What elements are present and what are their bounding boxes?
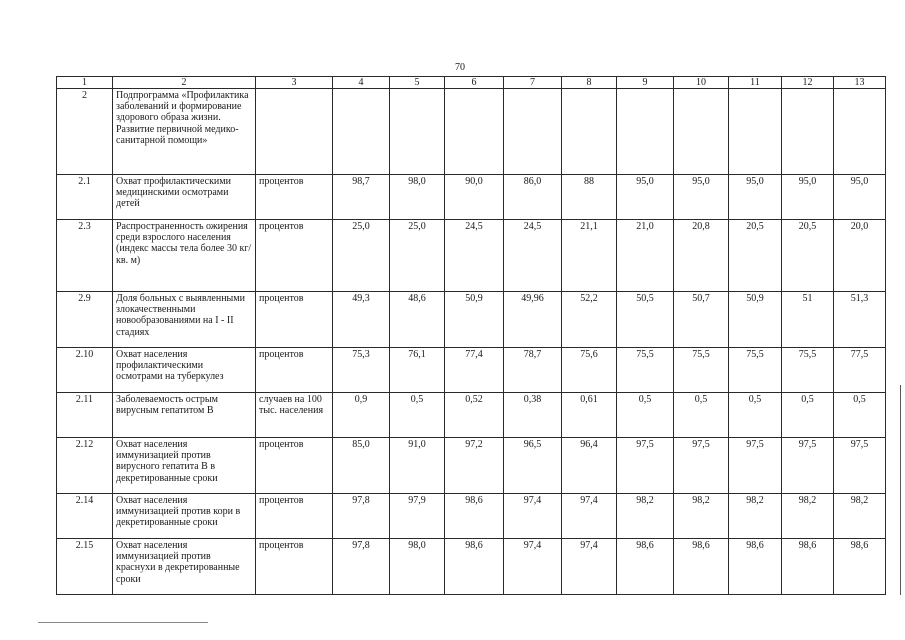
indicator-name: Доля больных с выявленными злокачественными новообразованиями на I - II стадиях (113, 292, 256, 348)
value-cell: 96,5 (504, 438, 562, 494)
table-row (57, 175, 886, 220)
table-row (57, 539, 886, 595)
value-cell: 20,0 (834, 220, 886, 292)
header-row (57, 77, 886, 89)
footer-line (38, 622, 208, 623)
value-cell: 98,6 (617, 539, 674, 595)
table-row (57, 348, 886, 393)
value-cell (782, 89, 834, 175)
header-cell: 12 (782, 77, 834, 89)
value-cell: 49,96 (504, 292, 562, 348)
header-cell: 2 (113, 77, 256, 89)
value-cell: 98,6 (445, 539, 504, 595)
value-cell: 97,9 (390, 494, 445, 539)
value-cell: 21,1 (562, 220, 617, 292)
unit-cell: процентов (256, 292, 333, 348)
header-cell: 6 (445, 77, 504, 89)
row-number: 2 (57, 89, 113, 175)
value-cell: 97,8 (333, 494, 390, 539)
value-cell: 75,5 (674, 348, 729, 393)
value-cell: 0,52 (445, 393, 504, 438)
unit-cell: процентов (256, 348, 333, 393)
value-cell: 0,5 (834, 393, 886, 438)
value-cell: 95,0 (617, 175, 674, 220)
value-cell (562, 89, 617, 175)
value-cell: 0,61 (562, 393, 617, 438)
value-cell: 97,5 (834, 438, 886, 494)
value-cell: 95,0 (834, 175, 886, 220)
header-cell: 3 (256, 77, 333, 89)
indicator-name: Охват населения иммунизацией против краснухи в декретированные сроки (113, 539, 256, 595)
value-cell: 50,9 (729, 292, 782, 348)
value-cell: 78,7 (504, 348, 562, 393)
indicator-name: Охват населения профилактическими осмотрами на туберкулез (113, 348, 256, 393)
header-cell: 7 (504, 77, 562, 89)
value-cell (390, 89, 445, 175)
value-cell: 75,3 (333, 348, 390, 393)
value-cell (729, 89, 782, 175)
header-cell: 9 (617, 77, 674, 89)
table-row (57, 393, 886, 438)
header-cell: 4 (333, 77, 390, 89)
unit-cell: случаев на 100 тыс. населения (256, 393, 333, 438)
value-cell: 51 (782, 292, 834, 348)
row-number: 2.1 (57, 175, 113, 220)
table-row (57, 494, 886, 539)
unit-cell: процентов (256, 539, 333, 595)
value-cell: 98,6 (729, 539, 782, 595)
value-cell: 85,0 (333, 438, 390, 494)
value-cell: 20,8 (674, 220, 729, 292)
value-cell: 25,0 (390, 220, 445, 292)
value-cell: 88 (562, 175, 617, 220)
value-cell: 98,7 (333, 175, 390, 220)
value-cell (445, 89, 504, 175)
row-number: 2.9 (57, 292, 113, 348)
value-cell: 95,0 (729, 175, 782, 220)
value-cell: 98,6 (445, 494, 504, 539)
value-cell: 97,4 (562, 539, 617, 595)
unit-cell (256, 89, 333, 175)
value-cell: 98,0 (390, 539, 445, 595)
value-cell: 0,5 (617, 393, 674, 438)
value-cell: 20,5 (729, 220, 782, 292)
value-cell: 77,4 (445, 348, 504, 393)
unit-cell: процентов (256, 220, 333, 292)
value-cell: 0,5 (782, 393, 834, 438)
value-cell: 97,5 (782, 438, 834, 494)
row-number: 2.12 (57, 438, 113, 494)
indicator-name: Охват профилактическими медицинскими осмотрами детей (113, 175, 256, 220)
table-row (57, 292, 886, 348)
table-row (57, 220, 886, 292)
row-number: 2.10 (57, 348, 113, 393)
value-cell: 24,5 (504, 220, 562, 292)
value-cell: 0,5 (390, 393, 445, 438)
value-cell: 95,0 (782, 175, 834, 220)
header-cell: 5 (390, 77, 445, 89)
value-cell: 95,0 (674, 175, 729, 220)
header-cell: 10 (674, 77, 729, 89)
indicator-name: Заболеваемость острым вирусным гепатитом В (113, 393, 256, 438)
value-cell: 52,2 (562, 292, 617, 348)
table-row (57, 89, 886, 175)
row-number: 2.3 (57, 220, 113, 292)
value-cell: 98,2 (617, 494, 674, 539)
value-cell: 0,38 (504, 393, 562, 438)
value-cell: 76,1 (390, 348, 445, 393)
row-number: 2.15 (57, 539, 113, 595)
value-cell: 50,9 (445, 292, 504, 348)
value-cell: 97,4 (504, 539, 562, 595)
value-cell: 21,0 (617, 220, 674, 292)
indicator-name: Охват населения иммунизацией против вирусного гепатита В в декретированные сроки (113, 438, 256, 494)
value-cell: 0,5 (674, 393, 729, 438)
value-cell: 50,5 (617, 292, 674, 348)
value-cell: 97,5 (674, 438, 729, 494)
unit-cell: процентов (256, 175, 333, 220)
indicator-name: Распространенность ожирения среди взрослого населения (индекс массы тела более 30 кг/кв. м) (113, 220, 256, 292)
value-cell: 51,3 (834, 292, 886, 348)
value-cell: 0,5 (729, 393, 782, 438)
value-cell: 98,6 (834, 539, 886, 595)
header-cell: 13 (834, 77, 886, 89)
unit-cell: процентов (256, 494, 333, 539)
value-cell: 75,6 (562, 348, 617, 393)
table-row (57, 438, 886, 494)
value-cell: 50,7 (674, 292, 729, 348)
value-cell: 24,5 (445, 220, 504, 292)
value-cell: 25,0 (333, 220, 390, 292)
indicator-name: Охват населения иммунизацией против кори в декретированные сроки (113, 494, 256, 539)
value-cell: 0,9 (333, 393, 390, 438)
value-cell: 97,5 (729, 438, 782, 494)
value-cell: 98,2 (782, 494, 834, 539)
value-cell (504, 89, 562, 175)
value-cell (674, 89, 729, 175)
value-cell: 98,2 (729, 494, 782, 539)
value-cell: 97,4 (504, 494, 562, 539)
row-number: 2.14 (57, 494, 113, 539)
header-cell: 1 (57, 77, 113, 89)
value-cell: 97,2 (445, 438, 504, 494)
value-cell (834, 89, 886, 175)
value-cell: 49,3 (333, 292, 390, 348)
value-cell: 75,5 (617, 348, 674, 393)
table-body (57, 77, 886, 595)
value-cell: 75,5 (782, 348, 834, 393)
value-cell (333, 89, 390, 175)
value-cell: 96,4 (562, 438, 617, 494)
unit-cell: процентов (256, 438, 333, 494)
indicators-table (56, 76, 886, 595)
value-cell: 97,5 (617, 438, 674, 494)
page-number: 70 (455, 62, 465, 73)
value-cell: 98,2 (674, 494, 729, 539)
value-cell: 98,6 (674, 539, 729, 595)
value-cell: 20,5 (782, 220, 834, 292)
value-cell: 86,0 (504, 175, 562, 220)
header-cell: 8 (562, 77, 617, 89)
value-cell: 75,5 (729, 348, 782, 393)
value-cell: 97,4 (562, 494, 617, 539)
value-cell: 98,2 (834, 494, 886, 539)
value-cell: 98,0 (390, 175, 445, 220)
value-cell: 98,6 (782, 539, 834, 595)
value-cell: 97,8 (333, 539, 390, 595)
value-cell (617, 89, 674, 175)
value-cell: 48,6 (390, 292, 445, 348)
value-cell: 77,5 (834, 348, 886, 393)
page-edge-mark (900, 385, 901, 595)
value-cell: 90,0 (445, 175, 504, 220)
value-cell: 91,0 (390, 438, 445, 494)
row-number: 2.11 (57, 393, 113, 438)
header-cell: 11 (729, 77, 782, 89)
indicator-name: Подпрограмма «Профилактика заболеваний и формирование здорового образа жизни. Развитие первичной медико-санитарной помощи» (113, 89, 256, 175)
